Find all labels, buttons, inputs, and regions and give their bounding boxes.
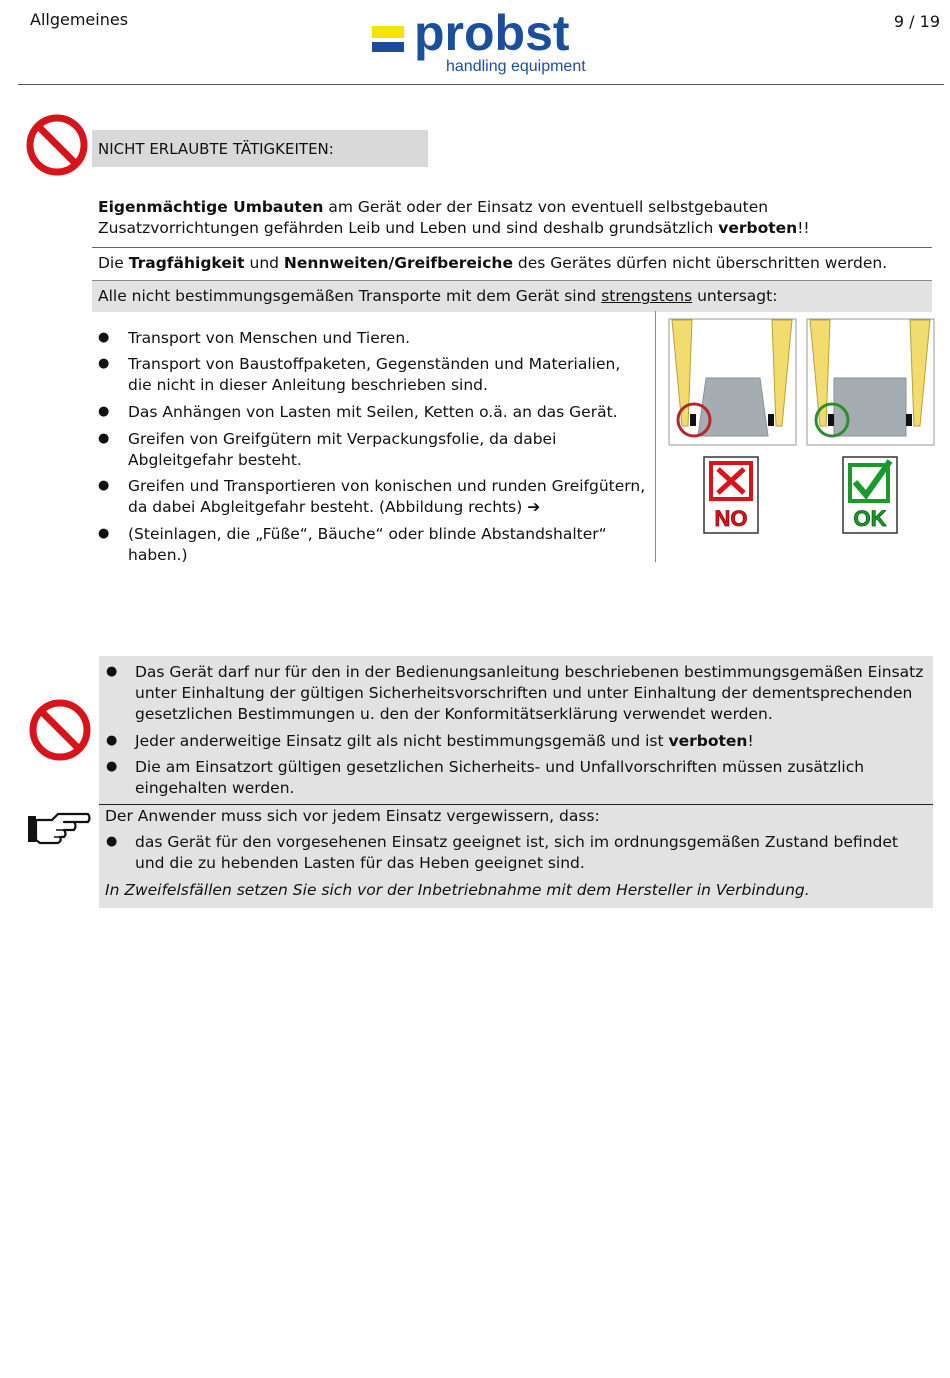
manufacturer-note: In Zweifelsfällen setzen Sie sich vor der Inbetriebnahme mit dem Hersteller in Verbindung. [105, 881, 810, 899]
list-item: das Gerät für den vorgesehenen Einsatz geeignet ist, sich im ordnungsgemäßen Zustand befindet und die zu hebenden Lasten für das Heben geeignet sind. [135, 833, 898, 872]
divider [92, 247, 932, 248]
header-section-title: Allgemeines [30, 10, 129, 29]
ok-sign-icon [842, 456, 898, 534]
section-heading [92, 130, 428, 167]
user-check-intro: Der Anwender muss sich vor jedem Einsatz vergewissern, dass: [105, 807, 600, 825]
logo-subtitle: handling equipment [446, 58, 586, 75]
gripper-wrong-illustration [668, 318, 798, 448]
section-heading-text: NICHT ERLAUBTE TÄTIGKEITEN: [98, 140, 334, 158]
paragraph-transport: Alle nicht bestimmungsgemäßen Transporte mit dem Gerät sind strengstens untersagt: [98, 287, 778, 305]
probst-logo [372, 5, 598, 78]
paragraph-modifications: Eigenmächtige Umbauten am Gerät oder der Einsatz von eventuell selbstgebauten Zusatzvorrichtungen gefährden Leib und Leben und sind deshalb grundsätzlich verboten!! [98, 198, 810, 237]
prohibition-icon [25, 113, 89, 177]
list-item: (Steinlagen, die „Füße“, Bäuche“ oder blinde Abstandshalter“ haben.) [128, 525, 607, 564]
gripper-correct-illustration [806, 318, 936, 448]
prohibition-icon [28, 698, 92, 762]
no-sign-icon [703, 456, 759, 534]
list-item: Die am Einsatzort gültigen gesetzlichen Sicherheits- und Unfallvorschriften müssen zusätzlich eingehalten werden. [135, 758, 865, 797]
logo-word: probst [414, 5, 570, 61]
svg-text:OK: OK [853, 506, 887, 531]
svg-text:NO: NO [714, 506, 748, 531]
arrow-right-icon: ➔ [527, 498, 541, 516]
pointing-hand-icon [26, 810, 92, 846]
list-item: Greifen von Greifgütern mit Verpackungsfolie, da dabei Abgleitgefahr besteht. [128, 430, 557, 469]
header-rule [18, 84, 944, 85]
list-item: Das Anhängen von Lasten mit Seilen, Ketten o.ä. an das Gerät. [128, 403, 618, 421]
list-item: Transport von Menschen und Tieren. [128, 329, 411, 347]
list-item: Transport von Baustoffpaketen, Gegenständen und Materialien, die nicht in dieser Anleitung beschrieben sind. [128, 355, 621, 394]
page-number: 9 / 19 [893, 12, 940, 31]
list-item: Jeder anderweitige Einsatz gilt als nicht bestimmungsgemäß und ist verboten! [135, 732, 754, 750]
list-item: Greifen und Transportieren von konischen und runden Greifgütern, da dabei Abgleitgefahr besteht. (Abbildung rechts) ➔ [128, 477, 646, 516]
paragraph-capacity: Die Tragfähigkeit und Nennweiten/Greifbereiche des Gerätes dürfen nicht überschritten werden. [98, 254, 888, 272]
list-item: Das Gerät darf nur für den in der Bedienungsanleitung beschriebenen bestimmungsgemäßen Einsatz unter Einhaltung der gültigen Sicherheitsvorschriften und unter Einhaltung der dementsprechenden gesetzlichen Bestimmungen u. den der Konformitätserklärung verwendet werden. [135, 663, 924, 723]
